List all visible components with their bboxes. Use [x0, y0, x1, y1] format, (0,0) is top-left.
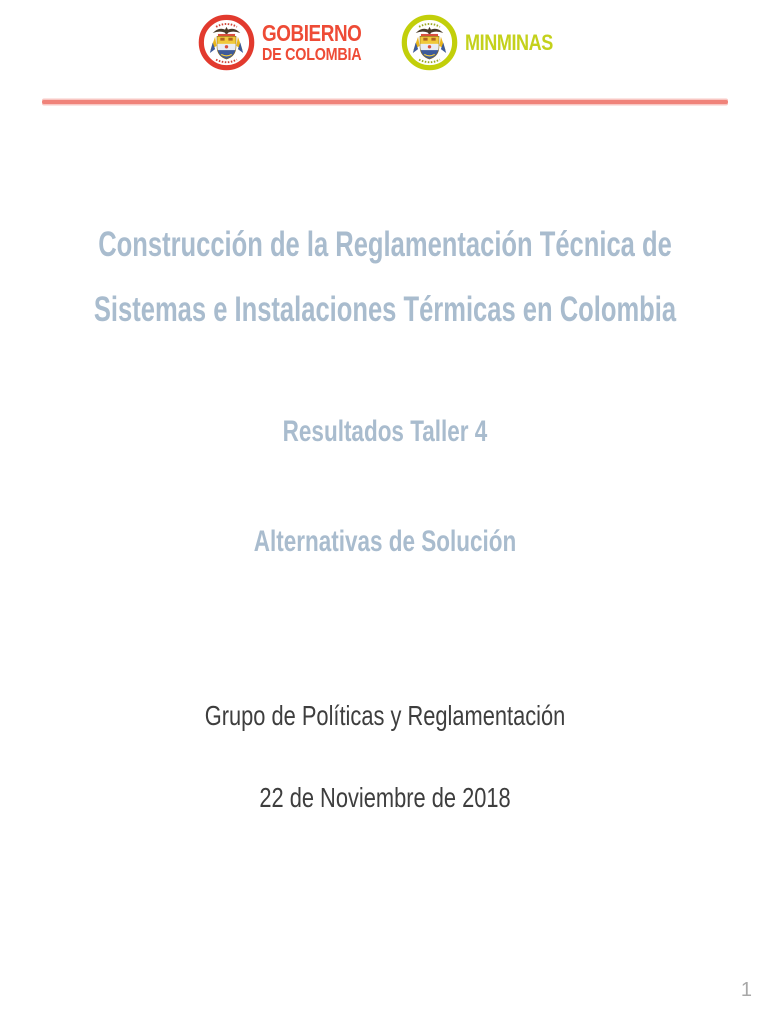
accent-divider-line — [42, 100, 728, 104]
minminas-crest-icon — [401, 14, 458, 71]
slide-title: Construcción de la Reglamentación Técnica de Sistemas e Instalaciones Térmicas en Colombia — [93, 225, 677, 329]
page-number: 1 — [740, 979, 752, 1001]
gobierno-logo-text — [262, 21, 361, 64]
minminas-logo — [401, 14, 572, 71]
gobierno-crest-icon — [198, 14, 255, 71]
slide-subtitle-alternativas: Alternativas de Solución — [253, 525, 517, 558]
gobierno-logo-line1: GOBIERNO — [261, 20, 362, 47]
gobierno-logo-line2: DE COLOMBIA — [261, 44, 362, 65]
minminas-logo-label: MINMINAS — [465, 29, 553, 55]
footer-group-name: Grupo de Políticas y Reglamentación — [204, 700, 566, 731]
slide-subtitle-taller: Resultados Taller 4 — [282, 415, 488, 448]
gobierno-de-colombia-logo — [198, 14, 383, 71]
header-logos — [0, 14, 770, 71]
footer-date: 22 de Noviembre de 2018 — [259, 782, 511, 813]
